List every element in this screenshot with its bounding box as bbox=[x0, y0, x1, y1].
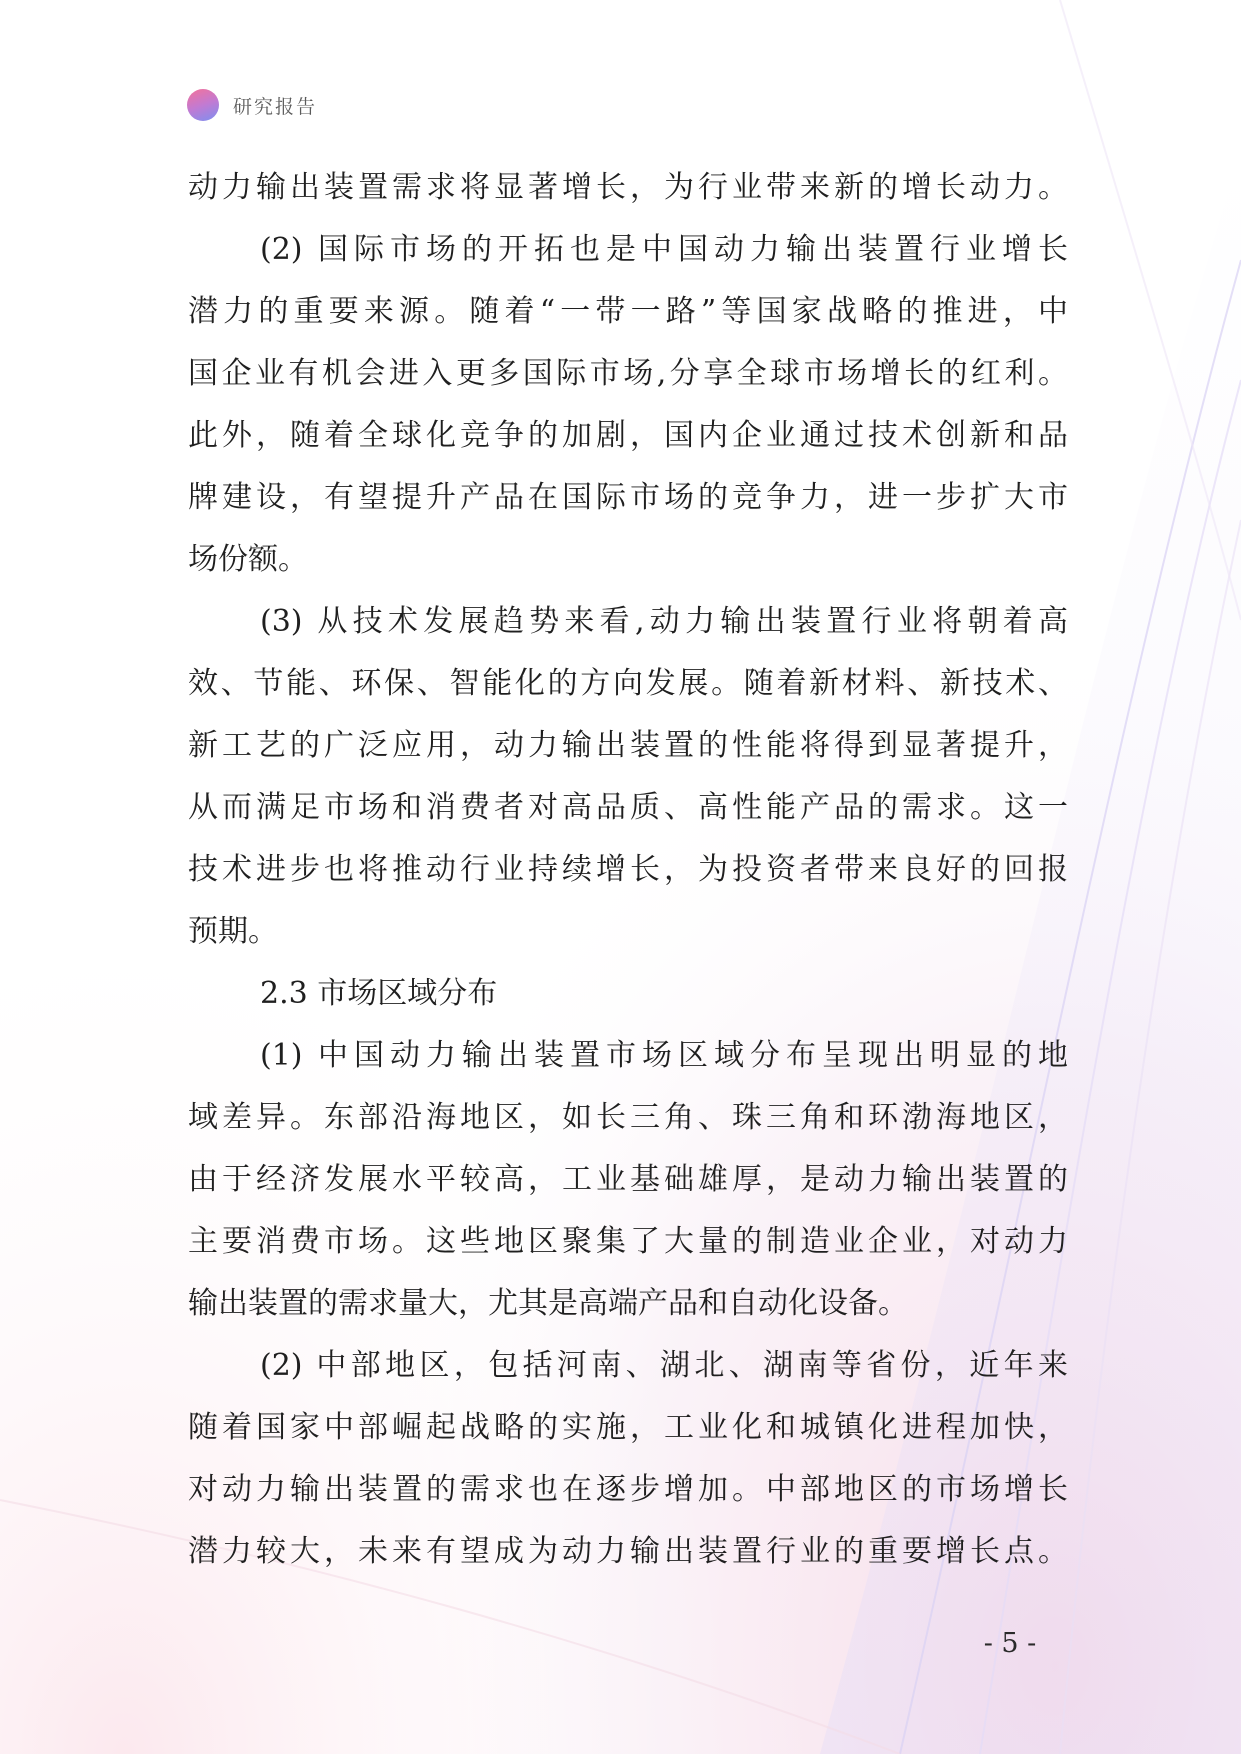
report-header bbox=[187, 88, 317, 122]
text-line: (1) 中国动力输出装置市场区域分布呈现出明显的地 bbox=[260, 1038, 1068, 1073]
section-heading: 2.3 市场区域分布 bbox=[260, 976, 498, 1011]
text-line: 此外，随着全球化竞争的加剧，国内企业通过技术创新和品 bbox=[188, 418, 1068, 453]
text-line: 随着国家中部崛起战略的实施，工业化和城镇化进程加快， bbox=[188, 1410, 1068, 1445]
text-line: 动力输出装置需求将显著增长，为行业带来新的增长动力。 bbox=[188, 170, 1068, 205]
text-line: 技术进步也将推动行业持续增长，为投资者带来良好的回报 bbox=[188, 852, 1068, 887]
text-line: 输出装置的需求量大，尤其是高端产品和自动化设备。 bbox=[188, 1286, 908, 1321]
text-line: 主要消费市场。这些地区聚集了大量的制造业企业，对动力 bbox=[188, 1224, 1068, 1259]
text-line: 牌建设，有望提升产品在国际市场的竞争力，进一步扩大市 bbox=[188, 480, 1068, 515]
text-line: 场份额。 bbox=[188, 542, 308, 577]
header-title: 研究报告 bbox=[233, 95, 318, 118]
text-line: 对动力输出装置的需求也在逐步增加。中部地区的市场增长 bbox=[188, 1472, 1068, 1507]
text-line: 由于经济发展水平较高，工业基础雄厚，是动力输出装置的 bbox=[188, 1162, 1068, 1197]
text-line: 潜力较大，未来有望成为动力输出装置行业的重要增长点。 bbox=[188, 1534, 1068, 1569]
text-line: (2) 中部地区，包括河南、湖北、湖南等省份，近年来 bbox=[260, 1348, 1068, 1383]
logo-icon bbox=[187, 89, 219, 121]
text-line: 预期。 bbox=[188, 914, 278, 949]
text-line: 域差异。东部沿海地区，如长三角、珠三角和环渤海地区， bbox=[188, 1100, 1068, 1135]
text-line: (2) 国际市场的开拓也是中国动力输出装置行业增长 bbox=[260, 232, 1068, 267]
text-line: 效、节能、环保、智能化的方向发展。随着新材料、新技术、 bbox=[188, 666, 1068, 701]
text-line: 潜力的重要来源。随着“一带一路”等国家战略的推进，中 bbox=[188, 294, 1068, 329]
text-line: 新工艺的广泛应用，动力输出装置的性能将得到显著提升， bbox=[188, 728, 1068, 763]
text-line: 国企业有机会进入更多国际市场,分享全球市场增长的红利。 bbox=[188, 356, 1068, 391]
text-line: (3) 从技术发展趋势来看,动力输出装置行业将朝着高 bbox=[260, 604, 1068, 639]
text-line: 从而满足市场和消费者对高品质、高性能产品的需求。这一 bbox=[188, 790, 1068, 825]
page-number: - 5 - bbox=[983, 1628, 1037, 1659]
body-text bbox=[188, 157, 1068, 1583]
